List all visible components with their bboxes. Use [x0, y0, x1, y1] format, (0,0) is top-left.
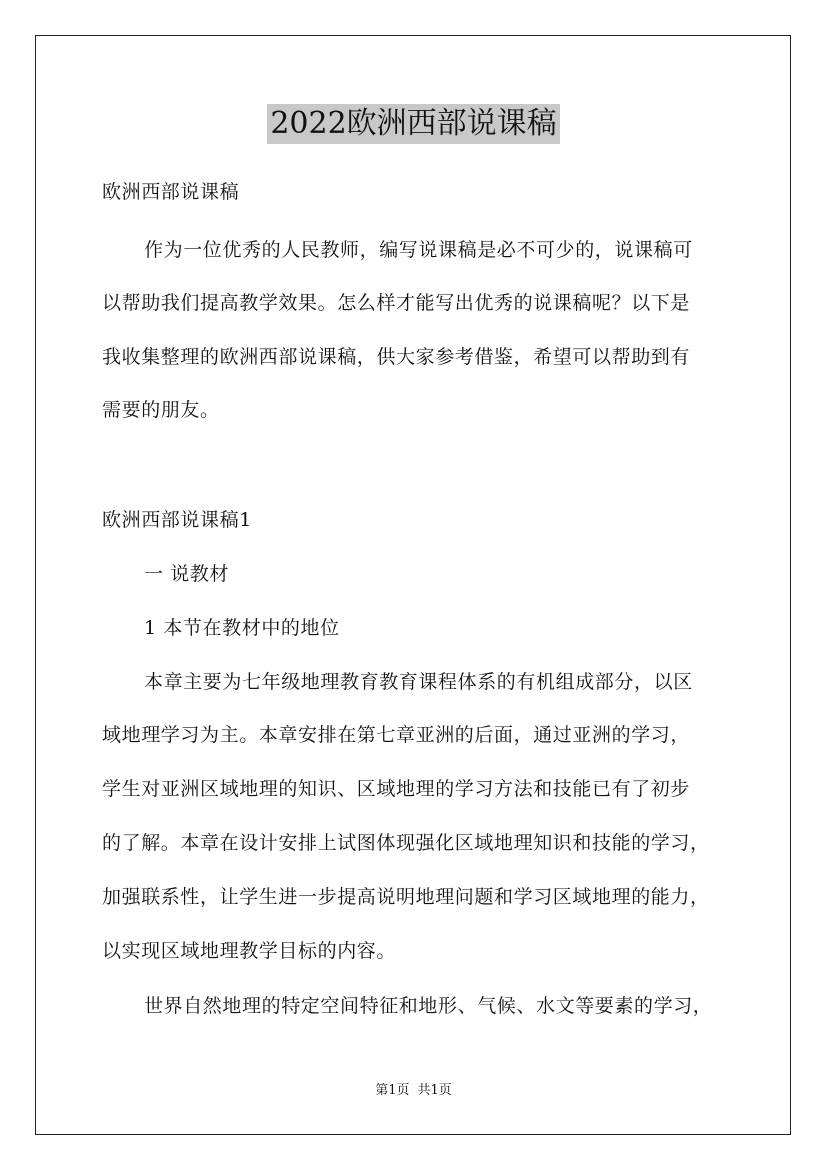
page-total: 共1页: [417, 1083, 452, 1098]
paragraph-line: 本章主要为七年级地理教育教育课程体系的有机组成部分，以区: [144, 671, 693, 693]
section-title: 欧洲西部说课稿1: [102, 509, 252, 531]
page-number: 第1页: [375, 1083, 410, 1098]
intro-line: 需要的朋友。: [102, 399, 220, 421]
document-subtitle: 欧洲西部说课稿: [102, 181, 240, 203]
heading-teaching-material: 一 说教材: [144, 563, 230, 585]
page-footer: [0, 1082, 827, 1100]
paragraph-line: 加强联系性，让学生进一步提高说明地理问题和学习区域地理的能力，: [102, 886, 710, 908]
heading-position: 1 本节在教材中的地位: [144, 617, 340, 639]
document-title: 2022欧洲西部说课稿: [267, 104, 559, 144]
paragraph-line: 域地理学习为主。本章安排在第七章亚洲的后面，通过亚洲的学习，: [102, 724, 691, 746]
paragraph-line: 世界自然地理的特定空间特征和地形、气候、水文等要素的学习，: [144, 995, 713, 1017]
paragraph-line: 的了解。本章在设计安排上试图体现强化区域地理知识和技能的学习，: [102, 832, 710, 854]
paragraph-line: 学生对亚洲区域地理的知识、区域地理的学习方法和技能已有了初步: [102, 778, 691, 800]
intro-line: 以帮助我们提高教学效果。怎么样才能写出优秀的说课稿呢？以下是: [102, 292, 691, 314]
intro-line: 我收集整理的欧洲西部说课稿，供大家参考借鉴，希望可以帮助到有: [102, 346, 691, 368]
title-container: [0, 104, 827, 144]
paragraph-line: 以实现区域地理教学目标的内容。: [102, 940, 397, 962]
intro-line: 作为一位优秀的人民教师，编写说课稿是必不可少的，说课稿可: [144, 239, 693, 261]
